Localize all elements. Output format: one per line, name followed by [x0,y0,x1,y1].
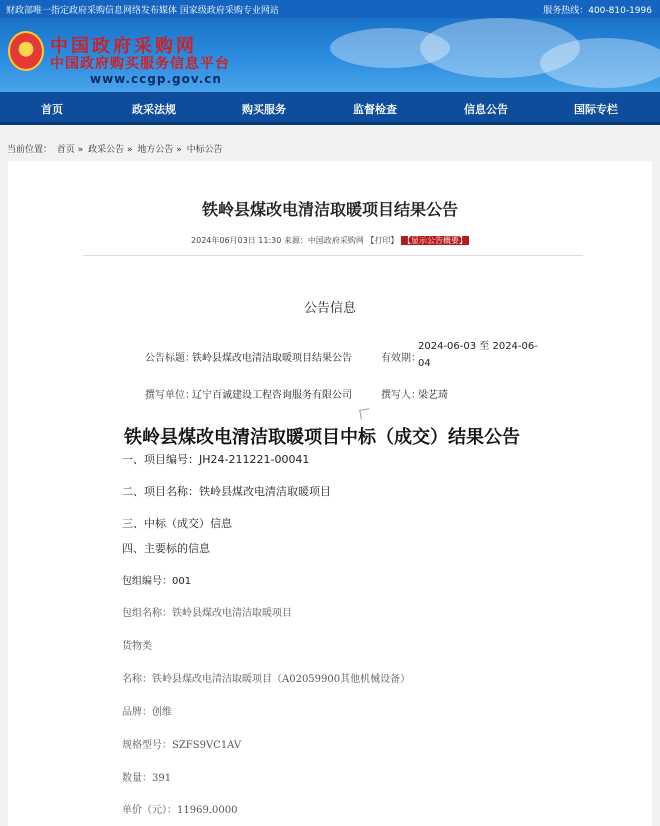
unit-label: 撰写单位： [145,390,195,401]
title-label: 公告标题： [145,353,195,364]
title-value: 铁岭县煤改电清洁取暖项目结果公告 [192,353,352,364]
divider [83,255,583,256]
site-url: www.ccgp.gov.cn [90,72,222,86]
breadcrumb-local-announcements[interactable]: 地方公告 » [137,145,182,155]
site-logo-title[interactable]: 中国政府采购网 [50,36,197,57]
item-name: 名称：铁岭县煤改电清洁取暖项目（A02059900其他机械设备） [122,674,411,685]
valid-value-line1: 2024-06-03 至 2024-06- [418,341,538,352]
breadcrumb-prefix: 当前位置： [7,145,53,155]
unit-value: 辽宁百诚建设工程咨询服务有限公司 [192,390,352,401]
item-model: 规格型号：SZFS9VC1AV [122,740,242,751]
site-logo-subtitle: 中国政府购买服务信息平台 [50,56,230,72]
nav-announcements[interactable]: 信息公告 [464,103,508,116]
national-emblem-icon [8,31,44,71]
breadcrumb [7,142,225,155]
announcement-heading: 铁岭县煤改电清洁取暖项目中标（成交）结果公告 [124,427,520,448]
valid-value-line2: 04 [418,358,431,369]
nav-purchase-services[interactable]: 购买服务 [242,103,286,116]
breadcrumb-gov-announcements[interactable]: 政采公告 » [88,145,133,155]
cursor-icon [359,408,371,420]
article-card [8,161,652,826]
section-main-items: 四、主要标的信息 [122,542,210,555]
nav-regulations[interactable]: 政采法规 [132,103,176,116]
breadcrumb-home[interactable]: 首页 » [56,145,84,155]
writer-label: 撰写人： [381,390,421,401]
valid-label: 有效期： [381,353,421,364]
item-quantity: 数量：391 [122,773,172,784]
section-award-info: 三、中标（成交）信息 [122,517,232,530]
nav-international[interactable]: 国际专栏 [574,103,618,116]
nav-supervision[interactable]: 监督检查 [353,103,397,116]
nav-home[interactable]: 首页 [41,103,63,116]
publish-info: 2024年06月03日 11:30 来源：中国政府采购网 [191,236,364,245]
section-project-name: 二、项目名称：铁岭县煤改电清洁取暖项目 [122,485,331,498]
writer-value: 梁艺琦 [418,390,448,401]
package-name: 包组名称：铁岭县煤改电清洁取暖项目 [122,608,292,619]
main-nav [0,92,660,125]
package-number: 包组编号：001 [122,576,192,587]
top-info-bar [0,0,660,18]
print-link[interactable]: 【打印】 [366,236,399,245]
item-brand: 品牌：创维 [122,707,172,718]
show-summary-button[interactable]: 【显示公告概要】 [402,236,467,245]
goods-category: 货物类 [122,641,152,652]
section-project-number: 一、项目编号：JH24-211221-00041 [122,453,310,466]
article-meta [8,235,652,246]
site-slogan: 财政部唯一指定政府采购信息网络发布媒体 国家级政府采购专业网站 [6,6,279,16]
site-banner [0,18,660,92]
service-hotline: 服务热线：400-810-1996 [543,6,652,16]
info-heading: 公告信息 [303,301,356,316]
breadcrumb-award-announcements[interactable]: 中标公告 [186,145,223,155]
page-title: 铁岭县煤改电清洁取暖项目结果公告 [201,200,458,219]
item-unit-price: 单价（元）：11969.0000 [122,805,238,816]
